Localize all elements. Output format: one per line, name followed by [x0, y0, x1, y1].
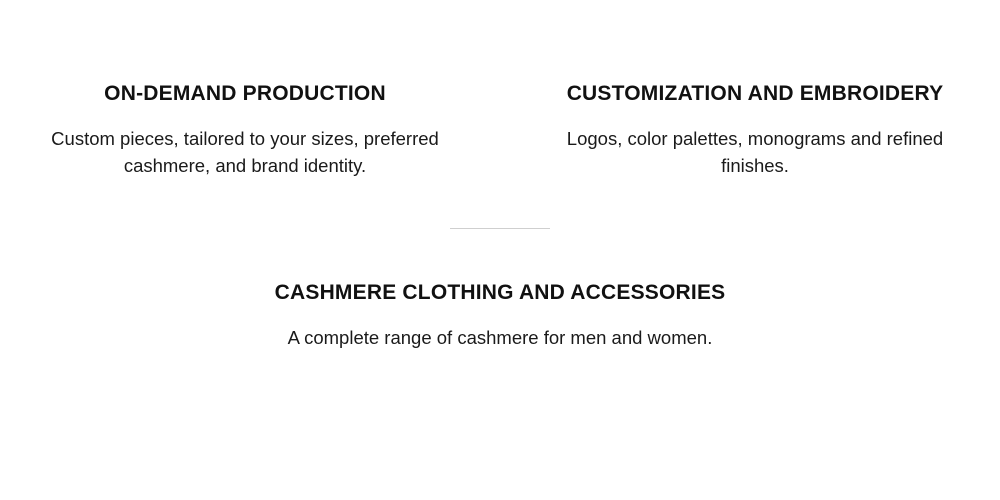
feature-title: ON-DEMAND PRODUCTION [104, 82, 386, 105]
feature-row [0, 0, 1000, 180]
feature-description: Logos, color palettes, monograms and refined finishes. [566, 128, 944, 177]
feature-card-customization-and-embroidery [540, 80, 970, 180]
feature-description: A complete range of cashmere for men and women. [287, 327, 713, 349]
feature-description: Custom pieces, tailored to your sizes, preferred cashmere, and brand identity. [51, 128, 439, 177]
feature-title: CUSTOMIZATION AND EMBROIDERY [566, 82, 944, 105]
section-divider [450, 228, 550, 229]
feature-card-on-demand-production [30, 80, 460, 180]
divider-wrapper [0, 228, 1000, 229]
feature-title: CASHMERE CLOTHING AND ACCESSORIES [274, 280, 726, 304]
feature-card-cashmere-clothing-and-accessories [0, 279, 1000, 352]
